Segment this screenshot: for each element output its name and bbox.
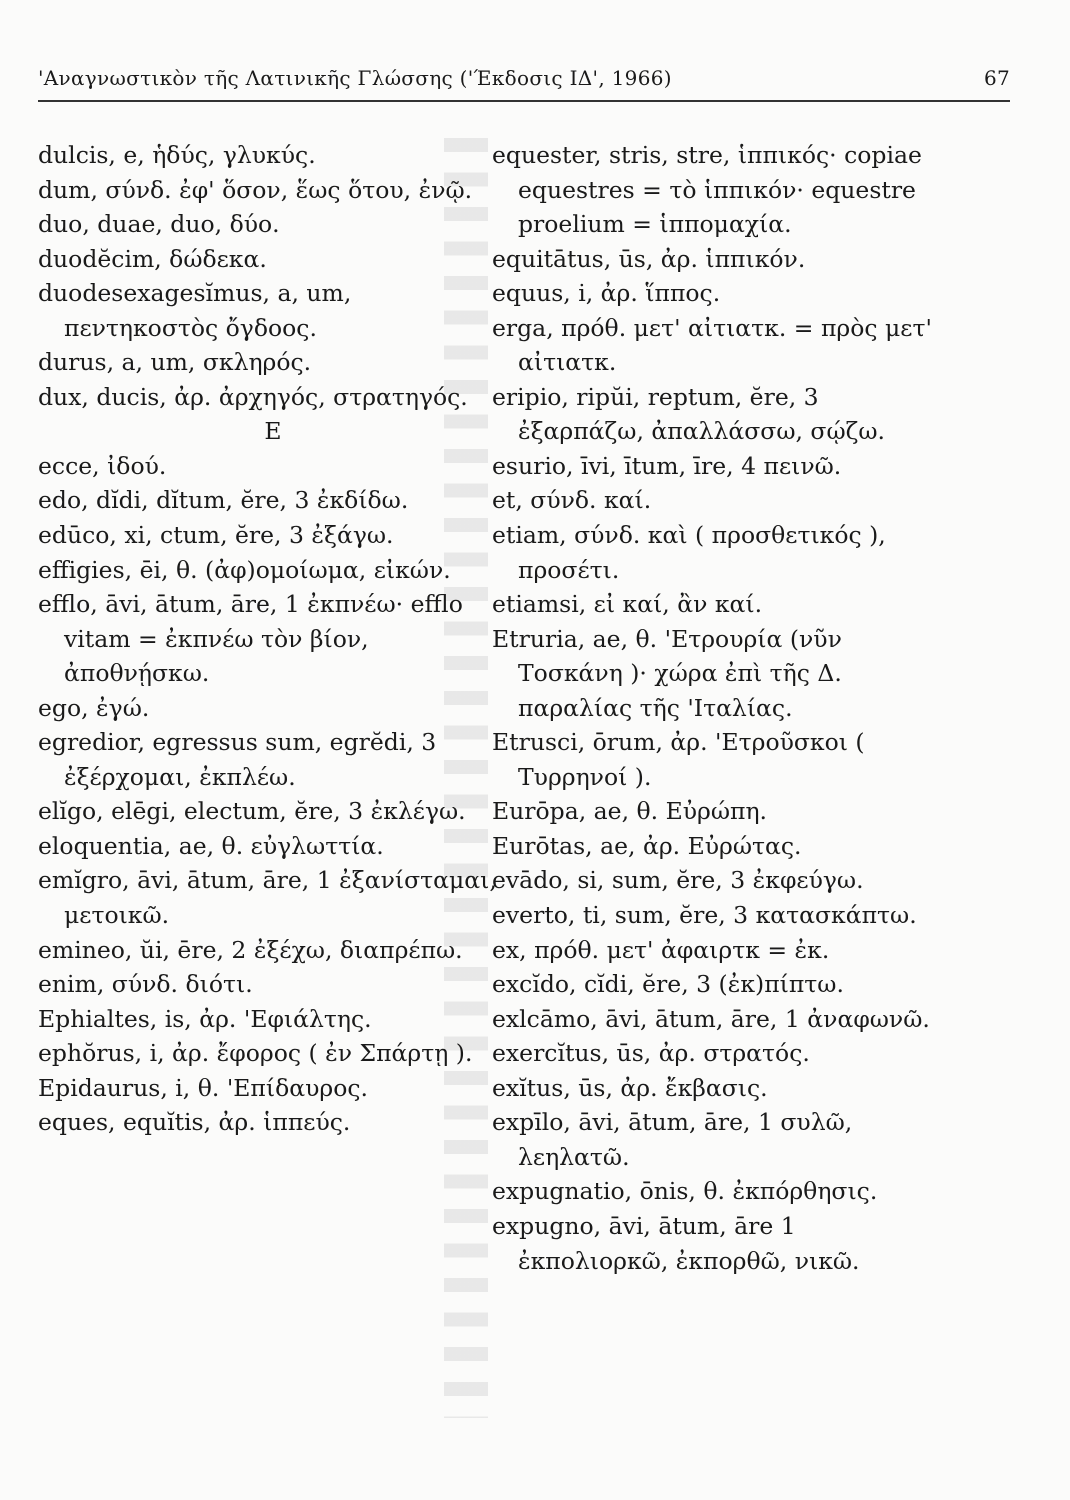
dictionary-entry: Epidaurus, i, θ. 'Επίδαυρος. bbox=[38, 1073, 368, 1102]
dictionary-entry: expugnatio, ōnis, θ. ἐκπόρθησις. bbox=[492, 1177, 878, 1206]
dictionary-entry: ecce, ἰδού. bbox=[38, 451, 167, 480]
right-column bbox=[492, 138, 932, 1278]
dictionary-entry: emineo, ŭi, ēre, 2 ἐξέχω, διαπρέπω. bbox=[38, 935, 463, 964]
dictionary-entry: etiamsi, εἰ καί, ἂν καί. bbox=[492, 590, 763, 619]
dictionary-entry: edūco, xi, ctum, ĕre, 3 ἐξάγω. bbox=[38, 521, 394, 550]
dictionary-entry: duodesexagesĭmus, a, um, πεντηκοστὸς ὄγδοος. bbox=[38, 279, 352, 342]
page-number: 67 bbox=[983, 66, 1010, 90]
dictionary-entry: duo, duae, duo, δύο. bbox=[38, 210, 280, 239]
dictionary-entry: Eurōtas, ae, ἀρ. Εὐρώτας. bbox=[492, 831, 802, 860]
dictionary-entry: durus, a, um, σκληρός. bbox=[38, 348, 312, 377]
dictionary-entry: equitātus, ūs, ἀρ. ἱππικόν. bbox=[492, 244, 806, 273]
dictionary-entry: equus, i, ἀρ. ἵππος. bbox=[492, 279, 721, 308]
page-header bbox=[38, 62, 1010, 102]
dictionary-entry: exlcāmo, āvi, ātum, āre, 1 ἀναφωνῶ. bbox=[492, 1004, 930, 1033]
dictionary-entry: eripio, ripŭi, reptum, ĕre, 3 ἐξαρπάζω, ἀπαλλάσσω, σῴζω. bbox=[492, 382, 885, 446]
dictionary-entry: esurio, īvi, ītum, īre, 4 πεινῶ. bbox=[492, 451, 842, 480]
dictionary-entry: equester, stris, stre, ἱππικός· copiae equestres = τὸ ἱππικόν· equestre proelium = ἱππομαχία. bbox=[492, 141, 922, 239]
dictionary-entry: egredior, egressus sum, egrĕdi, 3 ἐξέρχομαι, ἐκπλέω. bbox=[38, 728, 437, 791]
dictionary-entry: exĭtus, ūs, ἀρ. ἔκβασις. bbox=[492, 1073, 768, 1102]
dictionary-entry: effigies, ēi, θ. (ἀφ)ομοίωμα, εἰκών. bbox=[38, 555, 451, 584]
dictionary-entry: eques, equĭtis, ἀρ. ἱππεύς. bbox=[38, 1108, 351, 1137]
header-rule bbox=[38, 100, 1010, 102]
dictionary-entry: Etrusci, ōrum, ἀρ. 'Ετροῦσκοι ( Τυρρηνοί ). bbox=[492, 728, 865, 791]
dictionary-entry: elĭgo, elēgi, electum, ĕre, 3 ἐκλέγω. bbox=[38, 797, 466, 826]
dictionary-entry: et, σύνδ. καί. bbox=[492, 486, 652, 515]
dictionary-entry: duodĕcim, δώδεκα. bbox=[38, 244, 267, 273]
dictionary-entry: evādo, si, sum, ĕre, 3 ἐκφεύγω. bbox=[492, 866, 864, 895]
dictionary-entry: exercĭtus, ūs, ἀρ. στρατός. bbox=[492, 1039, 810, 1068]
dictionary-entry: enim, σύνδ. διότι. bbox=[38, 970, 253, 999]
dictionary-entry: emĭgro, āvi, ātum, āre, 1 ἐξανίσταμαι, μετοικῶ. bbox=[38, 866, 497, 930]
dictionary-entry: expugno, āvi, ātum, āre 1 ἐκπολιορκῶ, ἐκπορθῶ, νικῶ. bbox=[492, 1211, 860, 1275]
left-column bbox=[38, 138, 508, 1140]
running-title: 'Αναγνωστικὸν τῆς Λατινικῆς Γλώσσης ('Έκδοσις ΙΔ', 1966) bbox=[38, 66, 672, 90]
dictionary-entry: Ephialtes, is, ἀρ. 'Εφιάλτης. bbox=[38, 1004, 372, 1033]
dictionary-entry: dum, σύνδ. ἐφ' ὅσον, ἕως ὅτου, ἐνῷ. bbox=[38, 175, 473, 204]
dictionary-entry: ephŏrus, i, ἀρ. ἔφορος ( ἐν Σπάρτῃ ). bbox=[38, 1039, 473, 1068]
dictionary-entry: dulcis, e, ἡδύς, γλυκύς. bbox=[38, 141, 316, 169]
dictionary-entry: expīlo, āvi, ātum, āre, 1 συλῶ, λεηλατῶ. bbox=[492, 1108, 853, 1171]
dictionary-entry: excĭdo, cĭdi, ĕre, 3 (ἐκ)πίπτω. bbox=[492, 970, 844, 999]
dictionary-entry: everto, ti, sum, ĕre, 3 κατασκάπτω. bbox=[492, 901, 917, 930]
section-letter-heading: E bbox=[264, 417, 282, 446]
dictionary-entry: ego, ἐγώ. bbox=[38, 693, 150, 722]
dictionary-entry: etiam, σύνδ. καὶ ( προσθετικός ), προσέτι. bbox=[492, 521, 886, 584]
dictionary-entry: dux, ducis, ἀρ. ἀρχηγός, στρατηγός. bbox=[38, 382, 468, 411]
dictionary-entry: Etruria, ae, θ. 'Ετρουρία (νῦν Τοσκάνη )· χώρα ἐπὶ τῆς Δ. παραλίας τῆς 'Ιταλίας. bbox=[492, 624, 842, 722]
dictionary-entry: Eurōpa, ae, θ. Εὐρώπη. bbox=[492, 797, 768, 826]
dictionary-entry: eloquentia, ae, θ. εὐγλωττία. bbox=[38, 831, 384, 860]
dictionary-entry: erga, πρόθ. μετ' αἰτιατκ. = πρὸς μετ' αἰτιατκ. bbox=[492, 313, 932, 377]
dictionary-entry: edo, dĭdi, dĭtum, ĕre, 3 ἐκδίδω. bbox=[38, 486, 409, 515]
dictionary-entry: ex, πρόθ. μετ' ἀφαιρτκ = ἐκ. bbox=[492, 935, 830, 964]
dictionary-entry: efflo, āvi, ātum, āre, 1 ἐκπνέω· efflo vitam = ἐκπνέω τὸν βίον, ἀποθνῄσκω. bbox=[38, 590, 463, 688]
